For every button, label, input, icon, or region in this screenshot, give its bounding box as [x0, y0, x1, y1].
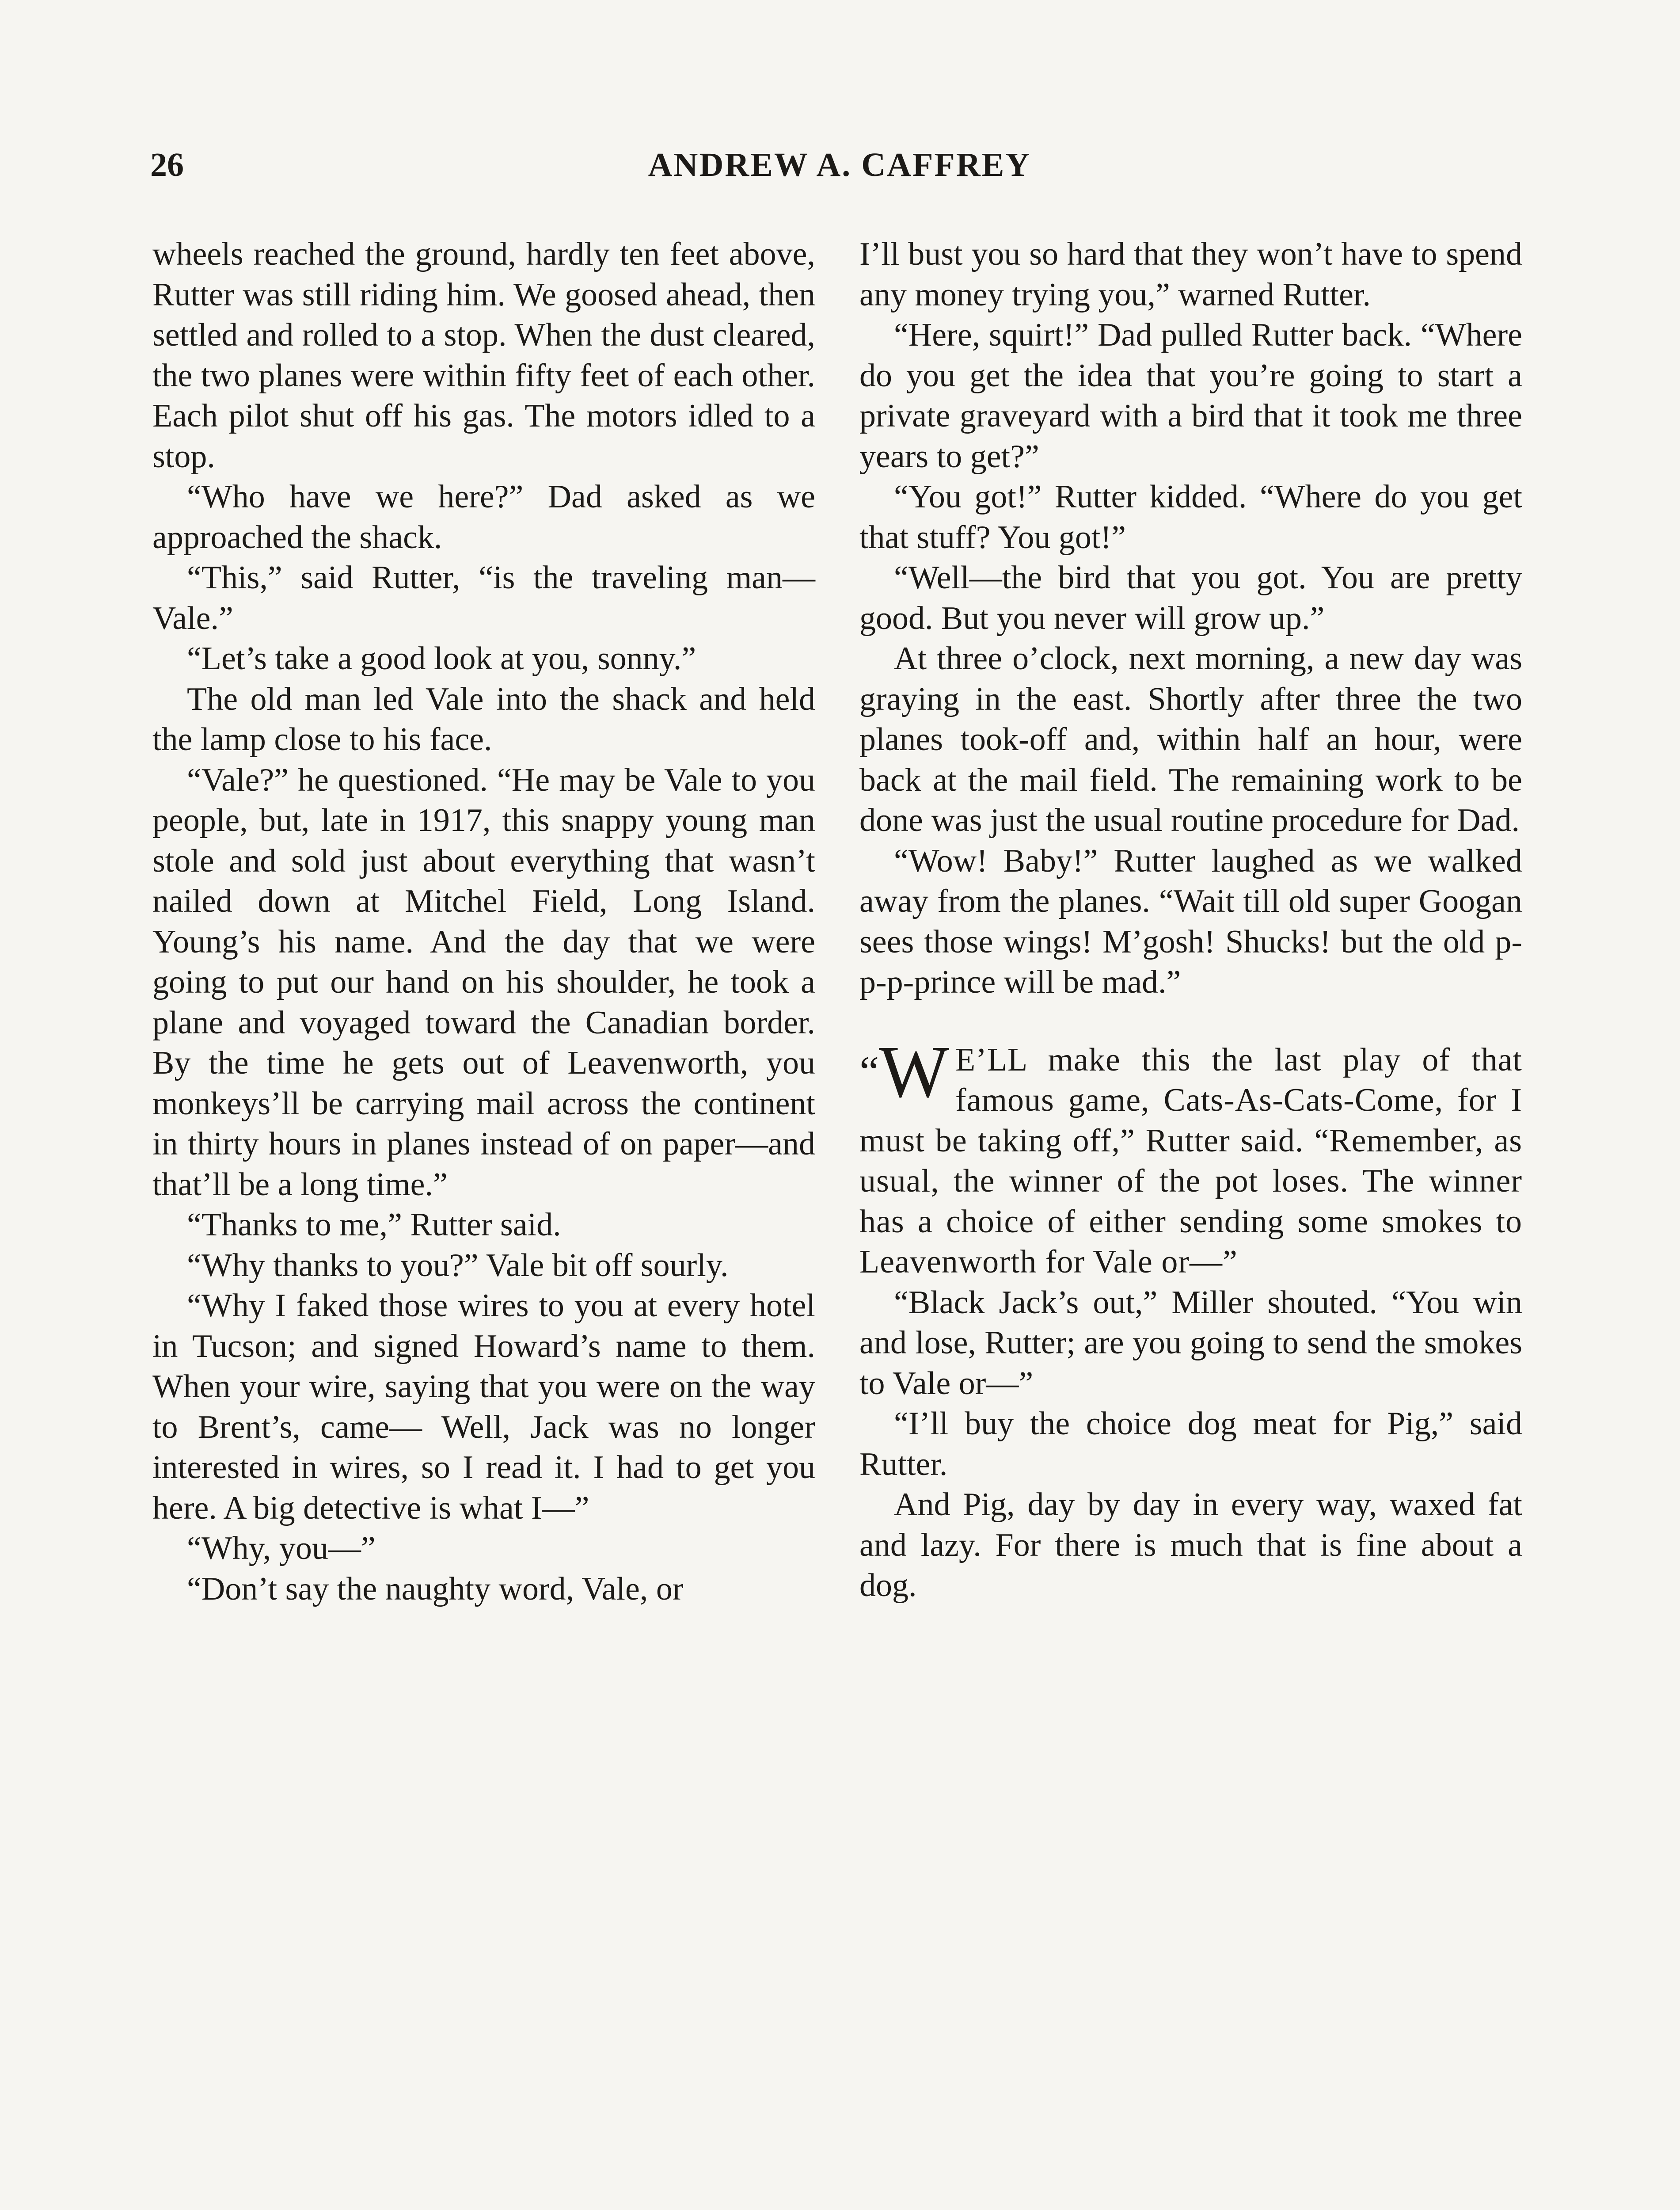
- paragraph: “Here, squirt!” Dad pulled Rutter back. “Where do you get the idea that you’re going to start a private graveyard with a bird that it took me three years to get?”: [859, 317, 1522, 475]
- running-title: ANDREW A. CAFFREY: [648, 146, 1031, 183]
- section-break: [859, 1003, 1522, 1040]
- paragraph: “Let’s take a good look at you, sonny.”: [187, 640, 696, 677]
- paragraph: I’ll bust you so hard that they won’t have to spend any money trying you,” warned Rutter.: [859, 236, 1522, 313]
- paragraph: And Pig, day by day in every way, waxed fat and lazy. For there is much that is fine about a dog.: [859, 1486, 1522, 1604]
- page-number: 26: [150, 146, 184, 183]
- section-opening-paragraph: [859, 1030, 1522, 1283]
- paragraph: “Vale?” he questioned. “He may be Vale to you people, but, late in 1917, this snappy young man stole and sold just about everything that wasn’t nailed down at Mitchel Field, Long Island. Young’s his name. And the day that we were going to put our hand on his shoulder, he took a plane and voyaged toward the Canadian border. By the time he gets out of Leavenworth, you monkeys’ll be carrying mail across the continent in thirty hours in planes instead of on paper—and that’ll be a long time.”: [152, 762, 815, 1203]
- paragraph: “Well—the bird that you got. You are pretty good. But you never will grow up.”: [859, 560, 1522, 636]
- paragraph: “You got!” Rutter kidded. “Where do you get that stuff? You got!”: [859, 479, 1522, 556]
- section-opening-text: E’LL make this the last play of that famous game, Cats-As-Cats-Come, for I must be taking off,” Rutter said. “Remember, as usual, the winner of the pot loses. The winner has a choice of either sending some smokes to Leavenworth for Vale or—”: [859, 1041, 1522, 1280]
- paragraph: “Thanks to me,” Rutter said.: [187, 1207, 561, 1243]
- paragraph: “Black Jack’s out,” Miller shouted. “You win and lose, Rutter; are you going to send the smokes to Vale or—”: [859, 1284, 1522, 1402]
- left-column: [152, 234, 815, 1609]
- drop-cap-quote: “: [859, 1047, 879, 1096]
- paragraph: At three o’clock, next morning, a new day was graying in the east. Shortly after three the two planes took-off and, within half an hour, were back at the mail field. The remaining work to be done was just the usual routine procedure for Dad.: [859, 640, 1522, 838]
- paragraph: “I’ll buy the choice dog meat for Pig,” said Rutter.: [859, 1406, 1522, 1482]
- paragraph: “This,” said Rutter, “is the traveling man—Vale.”: [152, 560, 815, 636]
- paragraph: “Wow! Baby!” Rutter laughed as we walked away from the planes. “Wait till old super Googan sees those wings! M’gosh! Shucks! but the old p-p-p-prince will be mad.”: [859, 842, 1522, 1000]
- drop-cap-letter: W: [879, 1030, 949, 1113]
- paragraph: “Why, you—”: [187, 1530, 376, 1566]
- paragraph: “Why I faked those wires to you at every hotel in Tucson; and signed Howard’s name to them. When your wire, saying that you were on the way to Brent’s, came— Well, Jack was no longer interested in wires, so I read it. I had to get you here. A big detective is what I—”: [152, 1288, 815, 1526]
- drop-cap: [859, 1030, 949, 1113]
- page-header: [150, 146, 1529, 199]
- right-column: [859, 234, 1522, 1606]
- paragraph: “Why thanks to you?” Vale bit off sourly.: [187, 1247, 729, 1284]
- paragraph: wheels reached the ground, hardly ten feet above, Rutter was still riding him. We goosed ahead, then settled and rolled to a stop. When the dust cleared, the two planes were within fifty feet of each other. Each pilot shut off his gas. The motors idled to a stop.: [152, 236, 815, 475]
- paragraph: “Who have we here?” Dad asked as we approached the shack.: [152, 479, 815, 556]
- paragraph: “Don’t say the naughty word, Vale, or: [187, 1570, 684, 1607]
- paragraph: The old man led Vale into the shack and held the lamp close to his face.: [152, 681, 815, 758]
